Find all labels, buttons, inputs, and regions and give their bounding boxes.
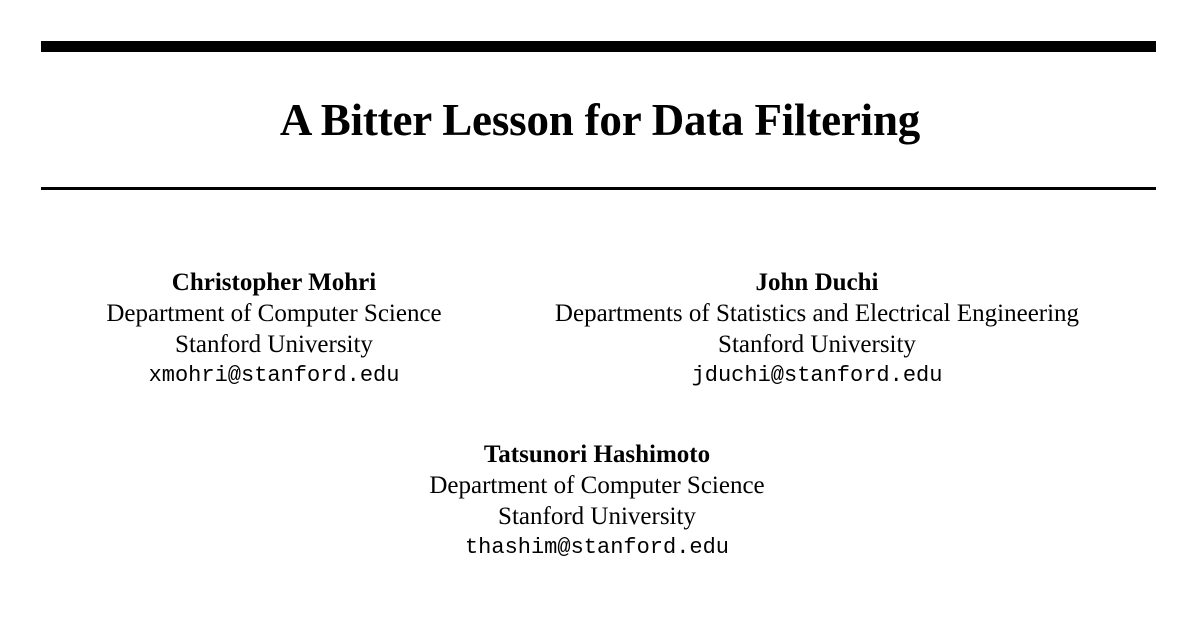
author-email: xmohri@stanford.edu <box>148 363 400 388</box>
author-institution: Stanford University <box>498 503 696 530</box>
author-email: jduchi@stanford.edu <box>691 363 943 388</box>
author-name: Tatsunori Hashimoto <box>483 441 711 468</box>
author-institution: Stanford University <box>718 331 916 358</box>
author-affiliation: Departments of Statistics and Electrical Engineering <box>554 300 1080 327</box>
author-institution: Stanford University <box>175 331 373 358</box>
author-name: John Duchi <box>755 269 879 296</box>
author-block-duchi <box>497 267 1137 391</box>
paper-title: A Bitter Lesson for Data Filtering <box>279 95 921 145</box>
author-name: Christopher Mohri <box>171 269 377 296</box>
title-top-rule <box>41 41 1156 52</box>
author-block-hashimoto <box>297 439 897 563</box>
author-block-mohri <box>54 267 494 391</box>
author-email: thashim@stanford.edu <box>464 535 730 560</box>
author-affiliation: Department of Computer Science <box>429 472 765 499</box>
title-bottom-rule <box>41 187 1156 190</box>
author-affiliation: Department of Computer Science <box>106 300 442 327</box>
